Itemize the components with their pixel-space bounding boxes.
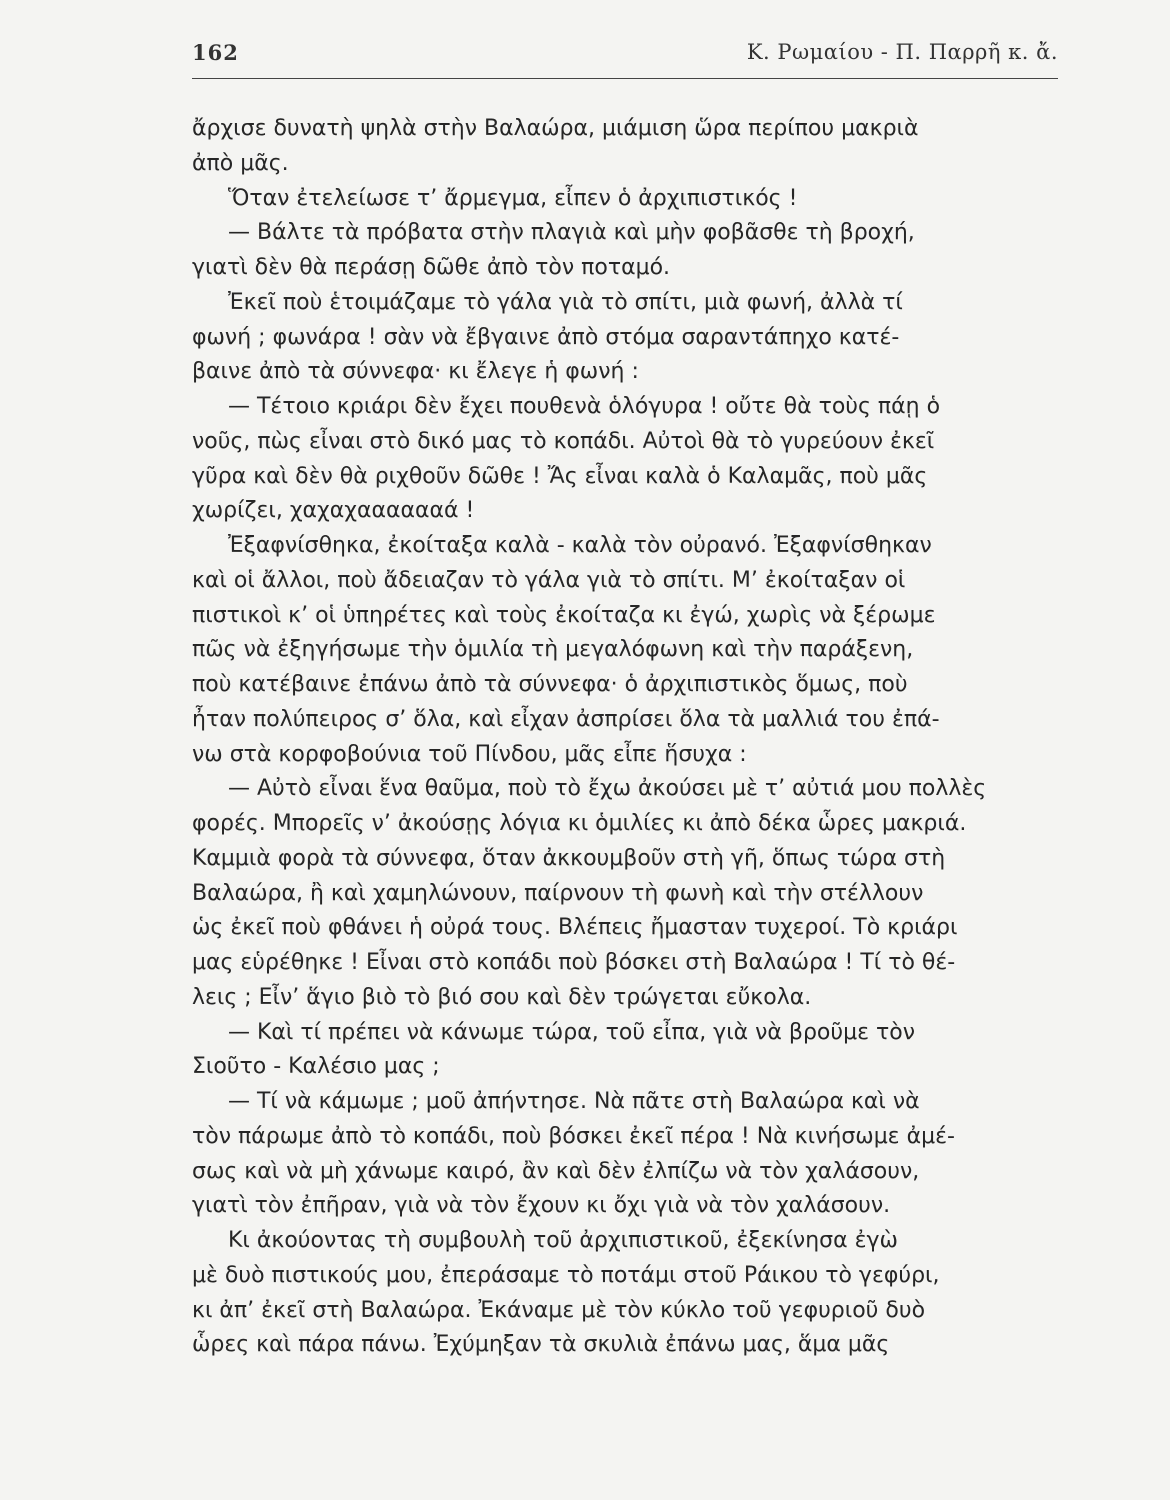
body-text (192, 112, 1058, 1363)
text-line: φωνή ; φωνάρα ! σὰν νὰ ἔβγαινε ἀπὸ στόμα σαραντάπηχο κατέ- (192, 324, 900, 350)
text-line: Καμμιὰ φορὰ τὰ σύννεφα, ὅταν ἀκκουμβοῦν στὴ γῆ, ὅπως τώρα στὴ (192, 845, 946, 871)
text-line: Βαλαώρα, ἢ καὶ χαμηλώνουν, παίρνουν τὴ φωνὴ καὶ τὴν στέλλουν (192, 880, 924, 906)
text-line: ἀπὸ μᾶς. (192, 150, 289, 176)
running-head: Κ. Ρωμαίου - Π. Παρρῆ κ. ἄ. (746, 40, 1058, 64)
text-line: λεις ; Εἶν’ ἅγιο βιὸ τὸ βιό σου καὶ δὲν τρώγεται εὔκολα. (192, 984, 812, 1010)
text-line: πῶς νὰ ἐξηγήσωμε τὴν ὁμιλία τὴ μεγαλόφωνη καὶ τὴν παράξενη, (192, 637, 914, 663)
text-line: καὶ οἱ ἄλλοι, ποὺ ἄδειαζαν τὸ γάλα γιὰ τὸ σπίτι. Μ’ ἐκοίταξαν οἱ (192, 567, 906, 593)
text-line: νω στὰ κορφοβούνια τοῦ Πίνδου, μᾶς εἶπε ἥσυχα : (192, 741, 747, 767)
text-line: μας εὑρέθηκε ! Εἶναι στὸ κοπάδι ποὺ βόσκει στὴ Βαλαώρα ! Τί τὸ θέ- (192, 950, 956, 975)
text-line: βαινε ἀπὸ τὰ σύννεφα· κι ἔλεγε ἡ φωνή : (192, 359, 639, 385)
page-header (192, 40, 1058, 80)
text-line: γιατὶ δὲν θὰ περάσῃ δῶθε ἀπὸ τὸν ποταμό. (192, 255, 671, 280)
page-number: 162 (192, 40, 239, 65)
text-line: πιστικοὶ κ’ οἱ ὑπηρέτες καὶ τοὺς ἐκοίταζα κι ἐγώ, χωρὶς νὰ ξέρωμε (192, 602, 936, 628)
text-line: γῦρα καὶ δὲν θὰ ριχθοῦν δῶθε ! Ἄς εἶναι καλὰ ὁ Καλαμᾶς, ποὺ μᾶς (192, 463, 928, 489)
text-line: νοῦς, πὼς εἶναι στὸ δικό μας τὸ κοπάδι. Αὐτοὶ θὰ τὸ γυρεύουν ἐκεῖ (192, 428, 935, 454)
text-line: σως καὶ νὰ μὴ χάνωμε καιρό, ἂν καὶ δὲν ἐλπίζω νὰ τὸν χαλάσουν, (192, 1158, 920, 1184)
text-line: ἦταν πολύπειρος σ’ ὅλα, καὶ εἶχαν ἀσπρίσει ὅλα τὰ μαλλιά του ἐπά- (192, 706, 940, 732)
text-line: Κι ἀκούοντας τὴ συμβουλὴ τοῦ ἀρχιπιστικοῦ, ἐξεκίνησα ἐγὼ (228, 1228, 898, 1253)
text-line: — Αὐτὸ εἶναι ἕνα θαῦμα, ποὺ τὸ ἔχω ἀκούσει μὲ τ’ αὐτιά μου πολλὲς (228, 776, 987, 802)
text-line: μὲ δυὸ πιστικούς μου, ἐπεράσαμε τὸ ποτάμι στοῦ Ράικου τὸ γεφύρι, (192, 1262, 940, 1288)
header-rule (192, 78, 1058, 79)
text-line: χωρίζει, χαχαχααααααά ! (192, 498, 475, 524)
text-line: — Τί νὰ κάμωμε ; μοῦ ἀπήντησε. Νὰ πᾶτε στὴ Βαλαώρα καὶ νὰ (228, 1089, 920, 1114)
text-line: Ἐκεῖ ποὺ ἑτοιμάζαμε τὸ γάλα γιὰ τὸ σπίτι, μιὰ φωνή, ἀλλὰ τί (228, 289, 903, 315)
text-line: ὡς ἐκεῖ ποὺ φθάνει ἡ οὐρά τους. Βλέπεις ἤμασταν τυχεροί. Τὸ κριάρι (192, 915, 958, 941)
text-line: ποὺ κατέβαινε ἐπάνω ἀπὸ τὰ σύννεφα· ὁ ἀρχιπιστικὸς ὅμως, ποὺ (192, 672, 908, 697)
text-line: τὸν πάρωμε ἀπὸ τὸ κοπάδι, ποὺ βόσκει ἐκεῖ πέρα ! Νὰ κινήσωμε ἀμέ- (192, 1123, 955, 1149)
text-line: — Τέτοιο κριάρι δὲν ἔχει πουθενὰ ὁλόγυρα ! οὔτε θὰ τοὺς πάῃ ὁ (228, 394, 941, 419)
text-line: ἄρχισε δυνατὴ ψηλὰ στὴν Βαλαώρα, μιάμιση ὥρα περίπου μακριὰ (192, 116, 919, 141)
text-line: Ὅταν ἐτελείωσε τ’ ἄρμεγμα, εἶπεν ὁ ἀρχιπιστικός ! (228, 185, 798, 211)
text-line: φορές. Μπορεῖς ν’ ἀκούσῃς λόγια κι ὁμιλίες κι ἀπὸ δέκα ὧρες μακριά. (192, 811, 967, 836)
text-line: κι ἀπ’ ἐκεῖ στὴ Βαλαώρα. Ἐκάναμε μὲ τὸν κύκλο τοῦ γεφυριοῦ δυὸ (192, 1297, 926, 1323)
text-line: Ἐξαφνίσθηκα, ἐκοίταξα καλὰ - καλὰ τὸν οὐρανό. Ἐξαφνίσθηκαν (228, 533, 932, 558)
text-line: — Καὶ τί πρέπει νὰ κάνωμε τώρα, τοῦ εἶπα, γιὰ νὰ βροῦμε τὸν (228, 1019, 915, 1045)
text-line: ὧρες καὶ πάρα πάνω. Ἐχύμηξαν τὰ σκυλιὰ ἐπάνω μας, ἅμα μᾶς (192, 1332, 890, 1358)
text-line: — Βάλτε τὰ πρόβατα στὴν πλαγιὰ καὶ μὴν φοβᾶσθε τὴ βροχή, (228, 220, 915, 246)
text-line: γιατὶ τὸν ἐπῆραν, γιὰ νὰ τὸν ἔχουν κι ὄχι γιὰ νὰ τὸν χαλάσουν. (192, 1193, 891, 1219)
text-line: Σιοῦτο - Καλέσιο μας ; (192, 1054, 440, 1080)
